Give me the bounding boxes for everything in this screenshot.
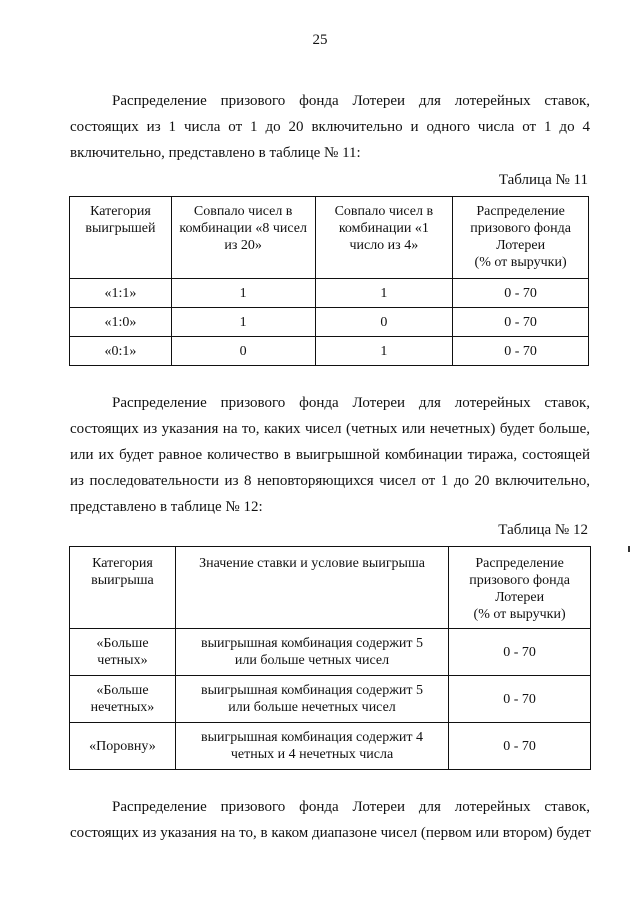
table-cell: 0 - 70 <box>453 308 589 337</box>
table-cell: 1 <box>315 337 453 366</box>
table-cell: 0 <box>171 337 315 366</box>
table-row <box>70 337 589 366</box>
table-header-cell: Значение ставки и условие выигрыша <box>175 547 448 629</box>
table-cell: «Больше четных» <box>70 629 176 676</box>
table-cell: «Поровну» <box>70 723 176 770</box>
paragraph-line: состоящих из 1 числа от 1 до 20 включительно и одного числа от 1 до 4 <box>70 119 590 135</box>
table-header-cell: Категория выигрышей <box>70 197 172 279</box>
table-cell: «Больше нечетных» <box>70 676 176 723</box>
margin-mark <box>628 546 630 552</box>
table-row <box>70 723 591 770</box>
table-cell: 0 <box>315 308 453 337</box>
table-cell: «1:1» <box>70 279 172 308</box>
table-row <box>70 676 591 723</box>
table-cell: 1 <box>315 279 453 308</box>
table-row <box>70 308 589 337</box>
paragraph-1 <box>70 88 590 166</box>
table-header-cell: Распределение призового фонда Лотереи (% от выручки) <box>449 547 591 629</box>
paragraph-line: состоящих из указания на то, в каком диапазоне чисел (первом или втором) будет <box>70 825 591 841</box>
paragraph-line: состоящих из указания на то, каких чисел (четных или нечетных) будет больше, <box>70 421 590 437</box>
table-cell: «0:1» <box>70 337 172 366</box>
table-cell: 0 - 70 <box>449 629 591 676</box>
table-row <box>70 629 591 676</box>
table-cell: выигрышная комбинация содержит 4 четных и 4 нечетных числа <box>175 723 448 770</box>
paragraph-line: или их будет равное количество в выигрышной комбинации тиража, состоящей <box>70 447 590 463</box>
paragraph-line: Распределение призового фонда Лотереи для лотерейных ставок, <box>112 799 590 815</box>
paragraph-line: Распределение призового фонда Лотереи для лотерейных ставок, <box>112 395 590 411</box>
paragraph-3 <box>70 794 590 846</box>
table-cell: «1:0» <box>70 308 172 337</box>
table-12-caption: Таблица № 12 <box>498 522 588 538</box>
paragraph-line: из последовательности из 8 неповторяющихся чисел от 1 до 20 включительно, <box>70 473 590 489</box>
table-cell: выигрышная комбинация содержит 5 или больше нечетных чисел <box>175 676 448 723</box>
page-number: 25 <box>312 32 328 48</box>
paragraph-2 <box>70 390 590 520</box>
table-11 <box>69 196 589 366</box>
table-cell: 0 - 70 <box>449 723 591 770</box>
paragraph-line: представлено в таблице № 12: <box>70 499 263 515</box>
table-11-caption: Таблица № 11 <box>498 172 588 188</box>
table-12 <box>69 546 591 770</box>
paragraph-line: включительно, представлено в таблице № 11: <box>70 145 361 161</box>
paragraph-line: Распределение призового фонда Лотереи для лотерейных ставок, <box>112 93 590 109</box>
table-cell: 1 <box>171 279 315 308</box>
table-header-cell: Совпало чисел в комбинации «8 чисел из 20» <box>171 197 315 279</box>
table-cell: 0 - 70 <box>453 279 589 308</box>
table-row <box>70 279 589 308</box>
table-cell: выигрышная комбинация содержит 5 или больше четных чисел <box>175 629 448 676</box>
table-header-cell: Распределение призового фонда Лотереи (% от выручки) <box>453 197 589 279</box>
table-cell: 1 <box>171 308 315 337</box>
table-cell: 0 - 70 <box>453 337 589 366</box>
table-header-cell: Совпало чисел в комбинации «1 число из 4» <box>315 197 453 279</box>
table-header-cell: Категория выигрыша <box>70 547 176 629</box>
table-cell: 0 - 70 <box>449 676 591 723</box>
